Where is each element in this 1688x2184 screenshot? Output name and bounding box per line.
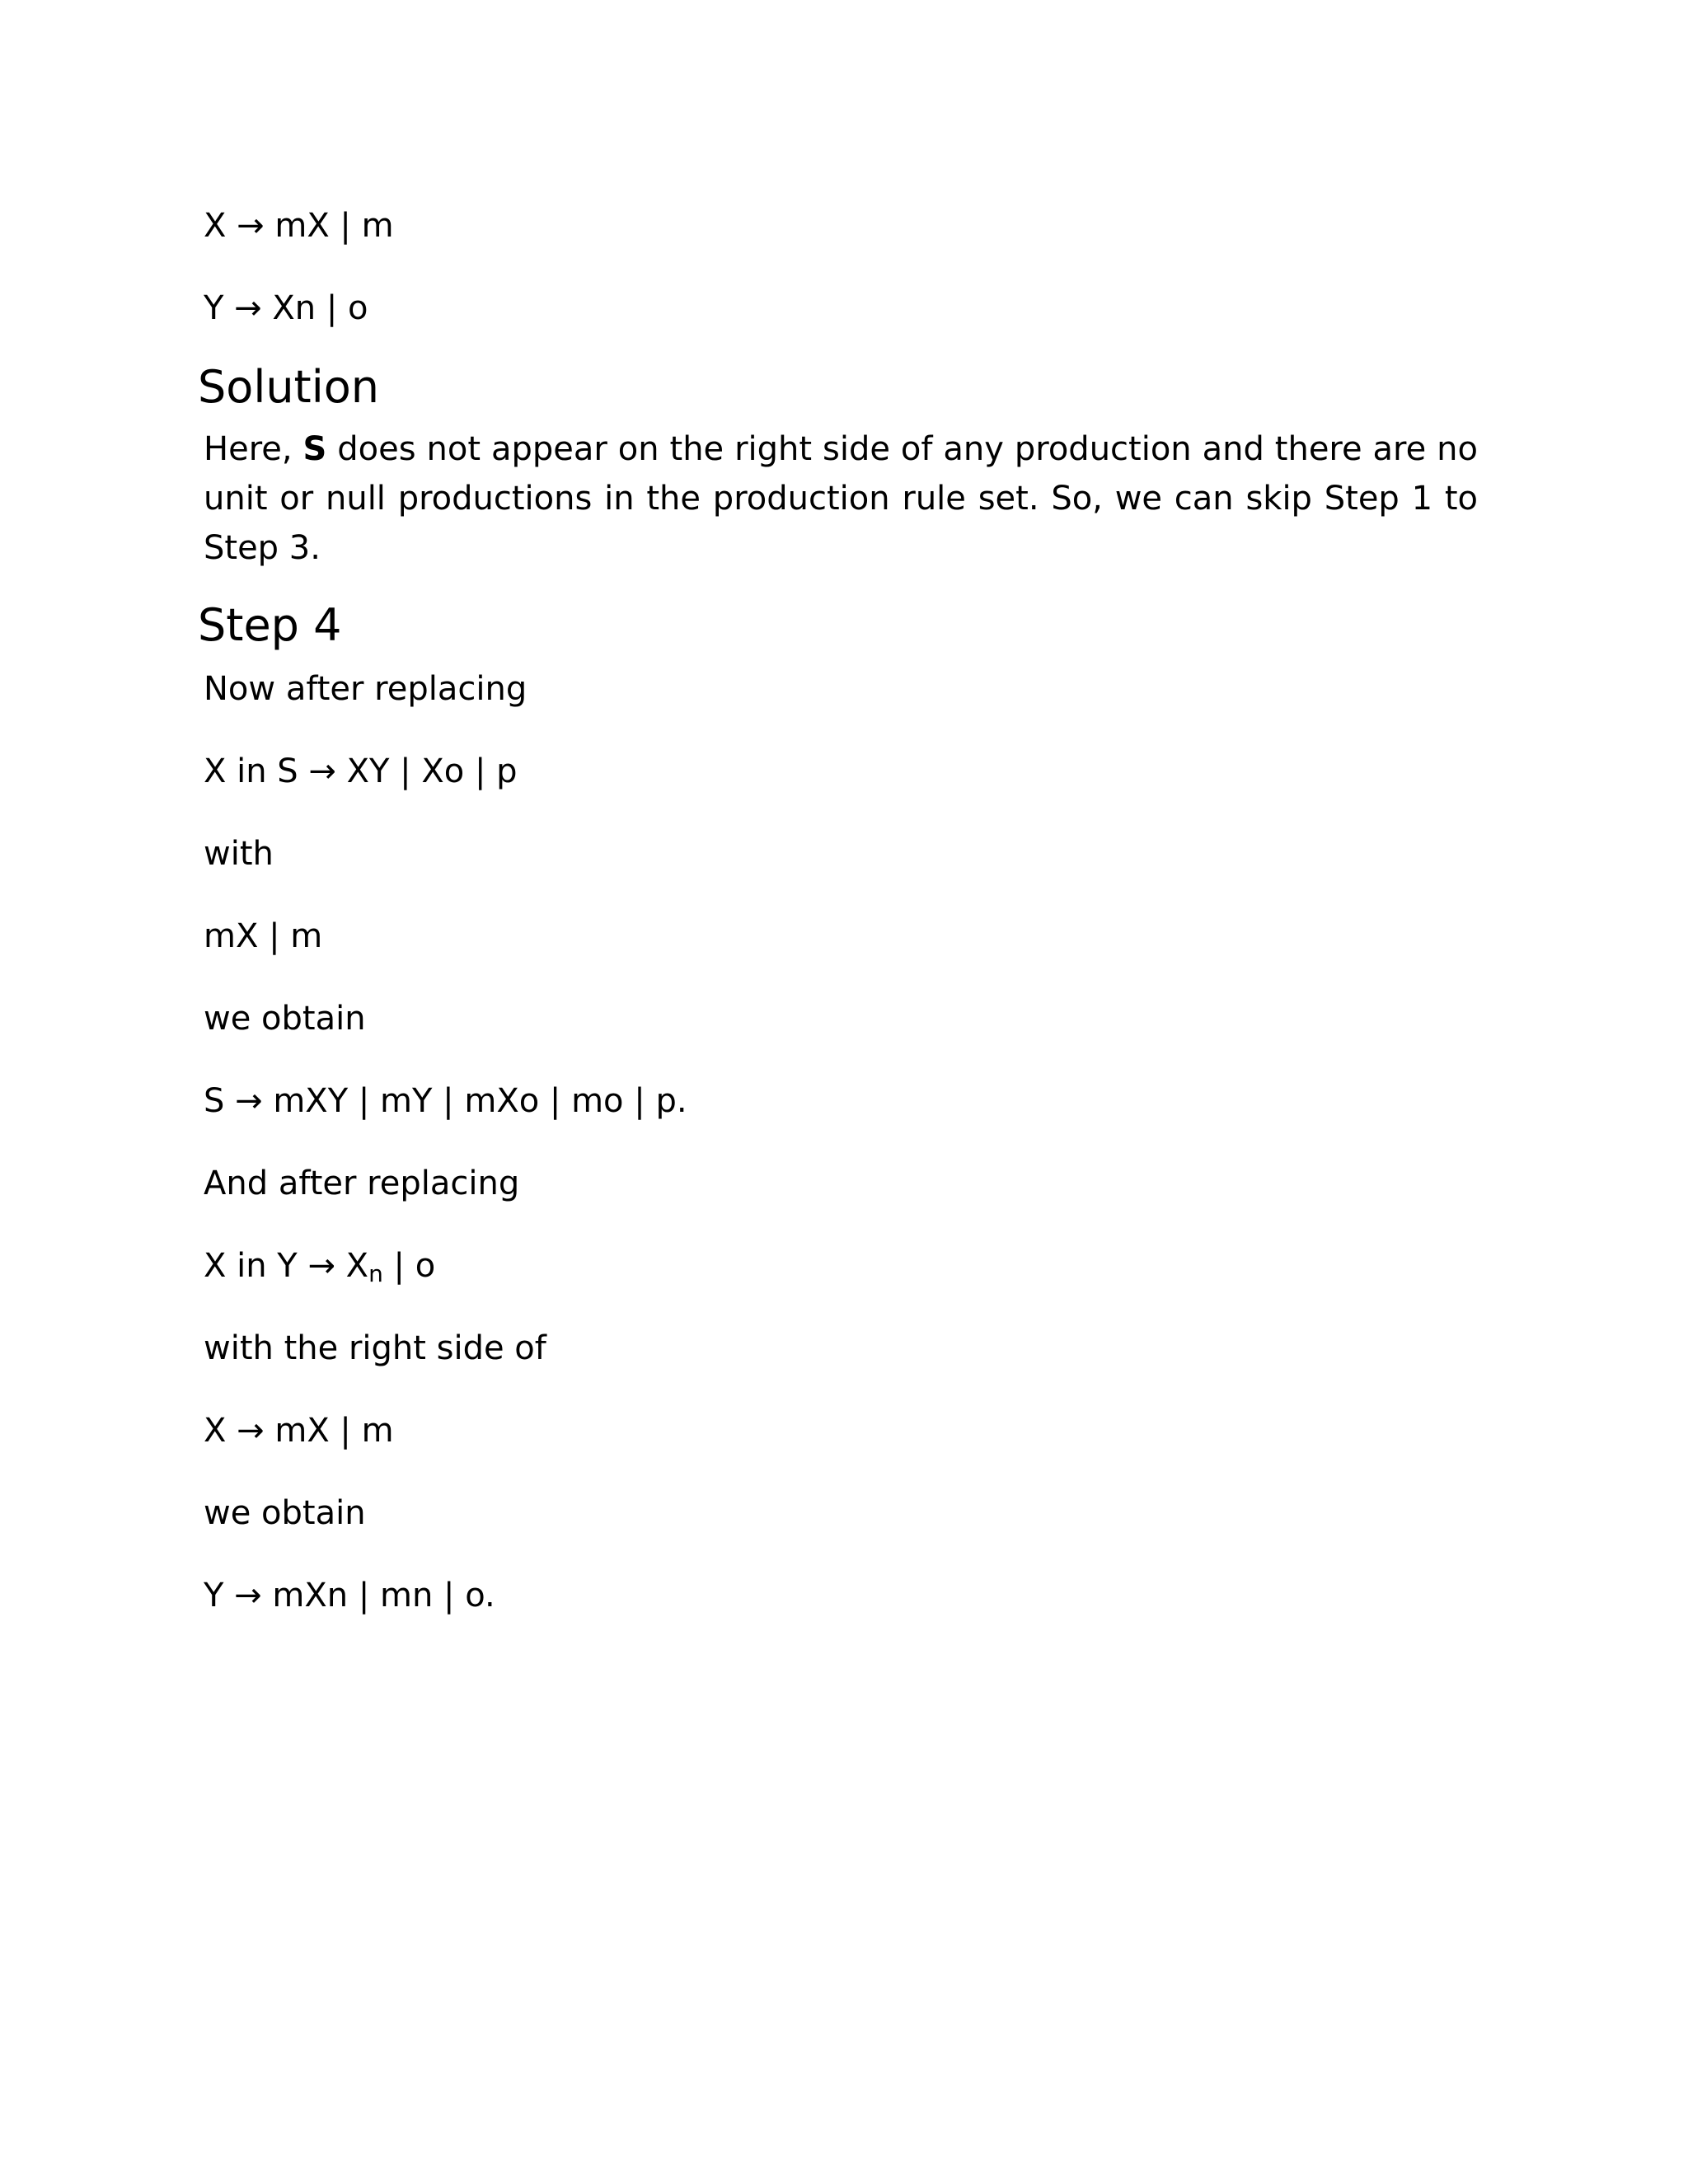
step4-line-1: Now after replacing (204, 670, 528, 708)
solution-paragraph (204, 424, 1478, 573)
step4-line-8 (204, 1246, 435, 1294)
step4-heading: Step 4 (198, 599, 342, 651)
step4-line-6: S → mXY | mY | mXo | mo | p. (204, 1082, 687, 1120)
step4-line-11: we obtain (204, 1494, 366, 1532)
step4-line-8-subscript: n (368, 1260, 383, 1287)
step4-line-9: with the right side of (204, 1329, 546, 1367)
solution-heading: Solution (198, 361, 379, 413)
step4-line-3: with (204, 835, 274, 873)
solution-para-pre: Here, (204, 430, 303, 468)
step4-line-2: X in S → XY | Xo | p (204, 752, 518, 790)
step4-line-5: we obtain (204, 1000, 366, 1038)
step4-line-8-pre: X in Y → X (204, 1247, 369, 1285)
step4-line-10: X → mX | m (204, 1412, 394, 1450)
step4-line-7: And after replacing (204, 1165, 520, 1202)
step4-line-8-post: | o (382, 1247, 436, 1285)
solution-para-bold: S (302, 430, 327, 468)
rule-x: X → mX | m (204, 207, 394, 245)
solution-para-post: does not appear on the right side of any production and there are no unit or null productions in the production rule set. So, we can skip Step 1 to Step 3. (204, 430, 1478, 567)
step4-line-12: Y → mXn | mn | o. (204, 1577, 495, 1615)
rule-y: Y → Xn | o (204, 289, 368, 327)
step4-line-4: mX | m (204, 917, 323, 955)
